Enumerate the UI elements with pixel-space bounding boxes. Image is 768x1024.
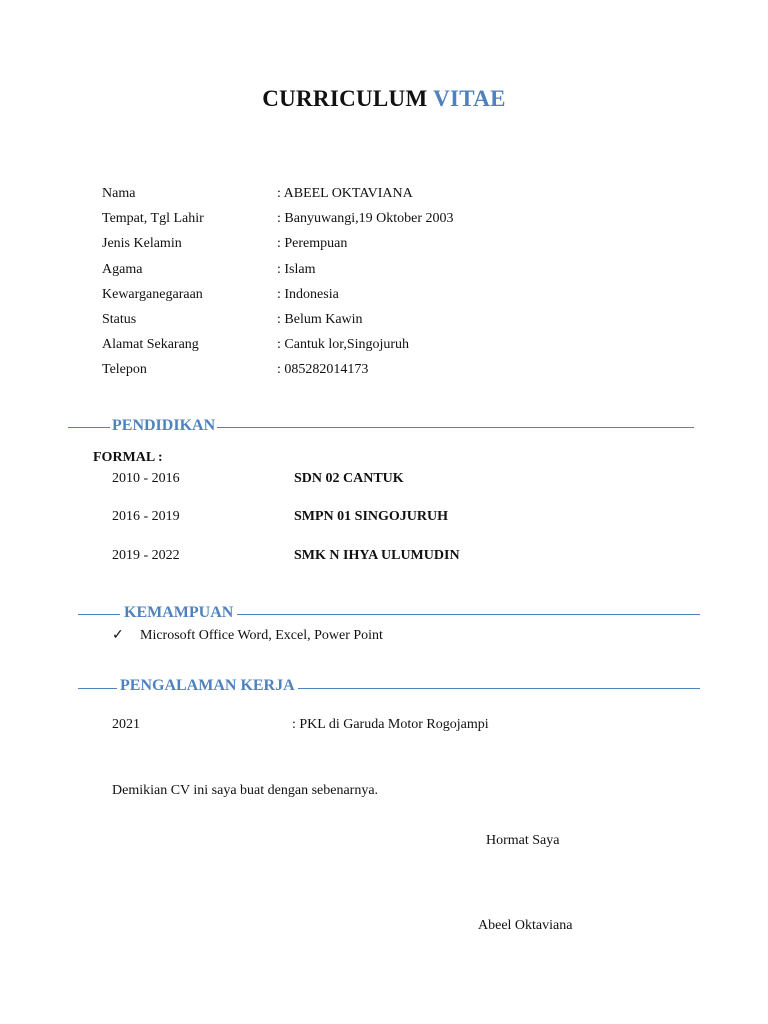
education-school: SMK N IHYA ULUMUDIN bbox=[294, 548, 460, 563]
signature-name: Abeel Oktaviana bbox=[478, 918, 573, 933]
personal-value-nama: : ABEEL OKTAVIANA bbox=[277, 186, 413, 201]
personal-label-status: Status bbox=[102, 312, 137, 327]
section-heading-kemampuan: KEMAMPUAN bbox=[120, 604, 237, 622]
education-years: 2019 - 2022 bbox=[112, 548, 180, 563]
education-school: SDN 02 CANTUK bbox=[294, 471, 404, 486]
skill-item: Microsoft Office Word, Excel, Power Point bbox=[140, 628, 383, 643]
personal-value-ttl: : Banyuwangi,19 Oktober 2003 bbox=[277, 211, 454, 226]
personal-value-alamat: : Cantuk lor,Singojuruh bbox=[277, 337, 410, 352]
personal-label-kewarganegaraan: Kewarganegaraan bbox=[102, 287, 203, 302]
page-title bbox=[0, 86, 768, 112]
education-school: SMPN 01 SINGOJURUH bbox=[294, 509, 449, 524]
title-accent: VITAE bbox=[433, 86, 506, 111]
personal-value-agama: : Islam bbox=[277, 262, 316, 277]
personal-label-jenis-kelamin: Jenis Kelamin bbox=[102, 236, 182, 251]
title-main: CURRICULUM bbox=[262, 86, 428, 111]
experience-desc: : PKL di Garuda Motor Rogojampi bbox=[292, 717, 489, 732]
personal-value-status: : Belum Kawin bbox=[277, 312, 363, 327]
education-years: 2010 - 2016 bbox=[112, 471, 180, 486]
personal-value-telepon: : 085282014173 bbox=[277, 362, 369, 377]
experience-year: 2021 bbox=[112, 717, 140, 732]
personal-label-alamat: Alamat Sekarang bbox=[102, 337, 199, 352]
personal-label-agama: Agama bbox=[102, 262, 143, 277]
education-years: 2016 - 2019 bbox=[112, 509, 180, 524]
personal-value-kewarganegaraan: : Indonesia bbox=[277, 287, 339, 302]
personal-label-ttl: Tempat, Tgl Lahir bbox=[102, 211, 204, 226]
section-heading-pengalaman: PENGALAMAN KERJA bbox=[117, 677, 298, 695]
closing-regards: Hormat Saya bbox=[486, 833, 560, 848]
section-heading-pendidikan: PENDIDIKAN bbox=[112, 417, 216, 434]
formal-label: FORMAL : bbox=[93, 450, 163, 465]
personal-value-jenis-kelamin: : Perempuan bbox=[277, 236, 348, 251]
personal-label-telepon: Telepon bbox=[102, 362, 147, 377]
personal-label-nama: Nama bbox=[102, 186, 136, 201]
checkmark-icon: ✓ bbox=[112, 628, 124, 643]
closing-statement: Demikian CV ini saya buat dengan sebenarnya. bbox=[112, 783, 379, 798]
